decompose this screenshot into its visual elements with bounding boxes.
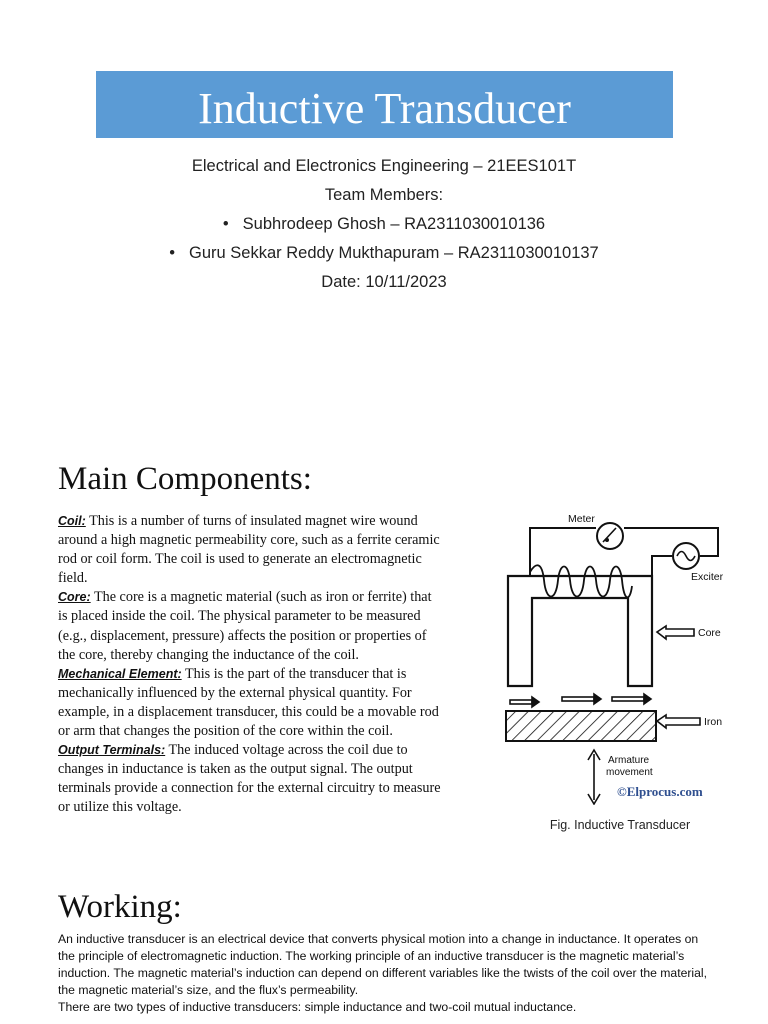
figure-caption: Fig. Inductive Transducer — [549, 818, 691, 832]
component-term: Mechanical Element: — [58, 666, 182, 681]
exciter-label: Exciter — [691, 571, 724, 583]
team-member-2 — [0, 239, 768, 268]
component-term: Output Terminals: — [58, 743, 166, 758]
flux-arrows — [510, 694, 651, 707]
team-member-1 — [0, 210, 768, 239]
inductive-transducer-diagram — [500, 510, 740, 805]
component-text: The induced voltage across the coil due to changes in inductance is taken as the output signal. The output terminals provide a connection for the external circuitry to measure or utilize this voltage. — [58, 742, 441, 816]
working-paragraph: There are two types of inductive transducers: simple inductance and two-coil mutual inductance. — [58, 1000, 577, 1014]
iron-armature — [506, 711, 656, 741]
team-member-text: Subhrodeep Ghosh – RA2311030010136 — [242, 215, 546, 233]
component-core — [58, 588, 443, 664]
working-paragraph: An inductive transducer is an electrical device that converts physical motion into a change in inductance. It operates on the principle of electromagnetic induction. The working principle of an inductive transducer is the magnetic material’s induction. The magnetic material’s induction can depend on different variables like the twists of the coil over the material, the magnetic material’s size, and the flux’s permeability. — [58, 932, 708, 997]
title-banner — [96, 71, 673, 138]
working-body — [58, 931, 708, 1016]
date-line: Date: 10/11/2023 — [321, 273, 447, 291]
component-output-terminals — [58, 741, 443, 817]
core-label: Core — [698, 627, 721, 639]
component-mechanical-element — [58, 665, 443, 741]
team-member-text: Guru Sekkar Reddy Mukthapuram – RA2311030010137 — [189, 244, 599, 262]
components-list — [58, 512, 443, 818]
course-line: Electrical and Electronics Engineering – 21EES101T — [191, 157, 577, 175]
component-coil — [58, 512, 443, 588]
armature-movement-arrow — [588, 750, 600, 804]
meter-label: Meter — [568, 513, 595, 525]
component-text: The core is a magnetic material (such as iron or ferrite) that is placed inside the coil. The physical parameter to be measured (e.g., displacement, pressure) affects the position or properties of the core, thereby changing the inductance of the coil. — [58, 589, 432, 663]
core-pointer-arrow — [657, 626, 694, 639]
component-term: Core: — [58, 590, 91, 605]
document-meta — [0, 152, 768, 297]
page-title: Inductive Transducer — [198, 84, 571, 133]
working-heading: Working: — [58, 889, 182, 925]
iron-label: Iron — [704, 716, 723, 728]
component-text: This is the part of the transducer that is mechanically influenced by the external physical quantity. For example, in a displacement transducer, this could be a movable rod or arm that changes the position of the core within the coil. — [58, 665, 439, 740]
meter-icon — [597, 523, 623, 549]
exciter-icon — [673, 543, 699, 569]
iron-pointer-arrow — [657, 715, 700, 728]
team-label: Team Members: — [324, 186, 444, 204]
armature-label-line2: movement — [606, 767, 653, 778]
watermark: ©Elprocus.com — [617, 784, 703, 799]
components-heading: Main Components: — [58, 461, 312, 497]
component-text: This is a number of turns of insulated magnet wire wound around a high magnetic permeability core, such as a ferrite ceramic rod or coil form. The coil is used to generate an electromagnetic field. — [58, 513, 440, 587]
armature-label-line1: Armature — [608, 755, 650, 766]
component-term: Coil: — [58, 514, 86, 528]
